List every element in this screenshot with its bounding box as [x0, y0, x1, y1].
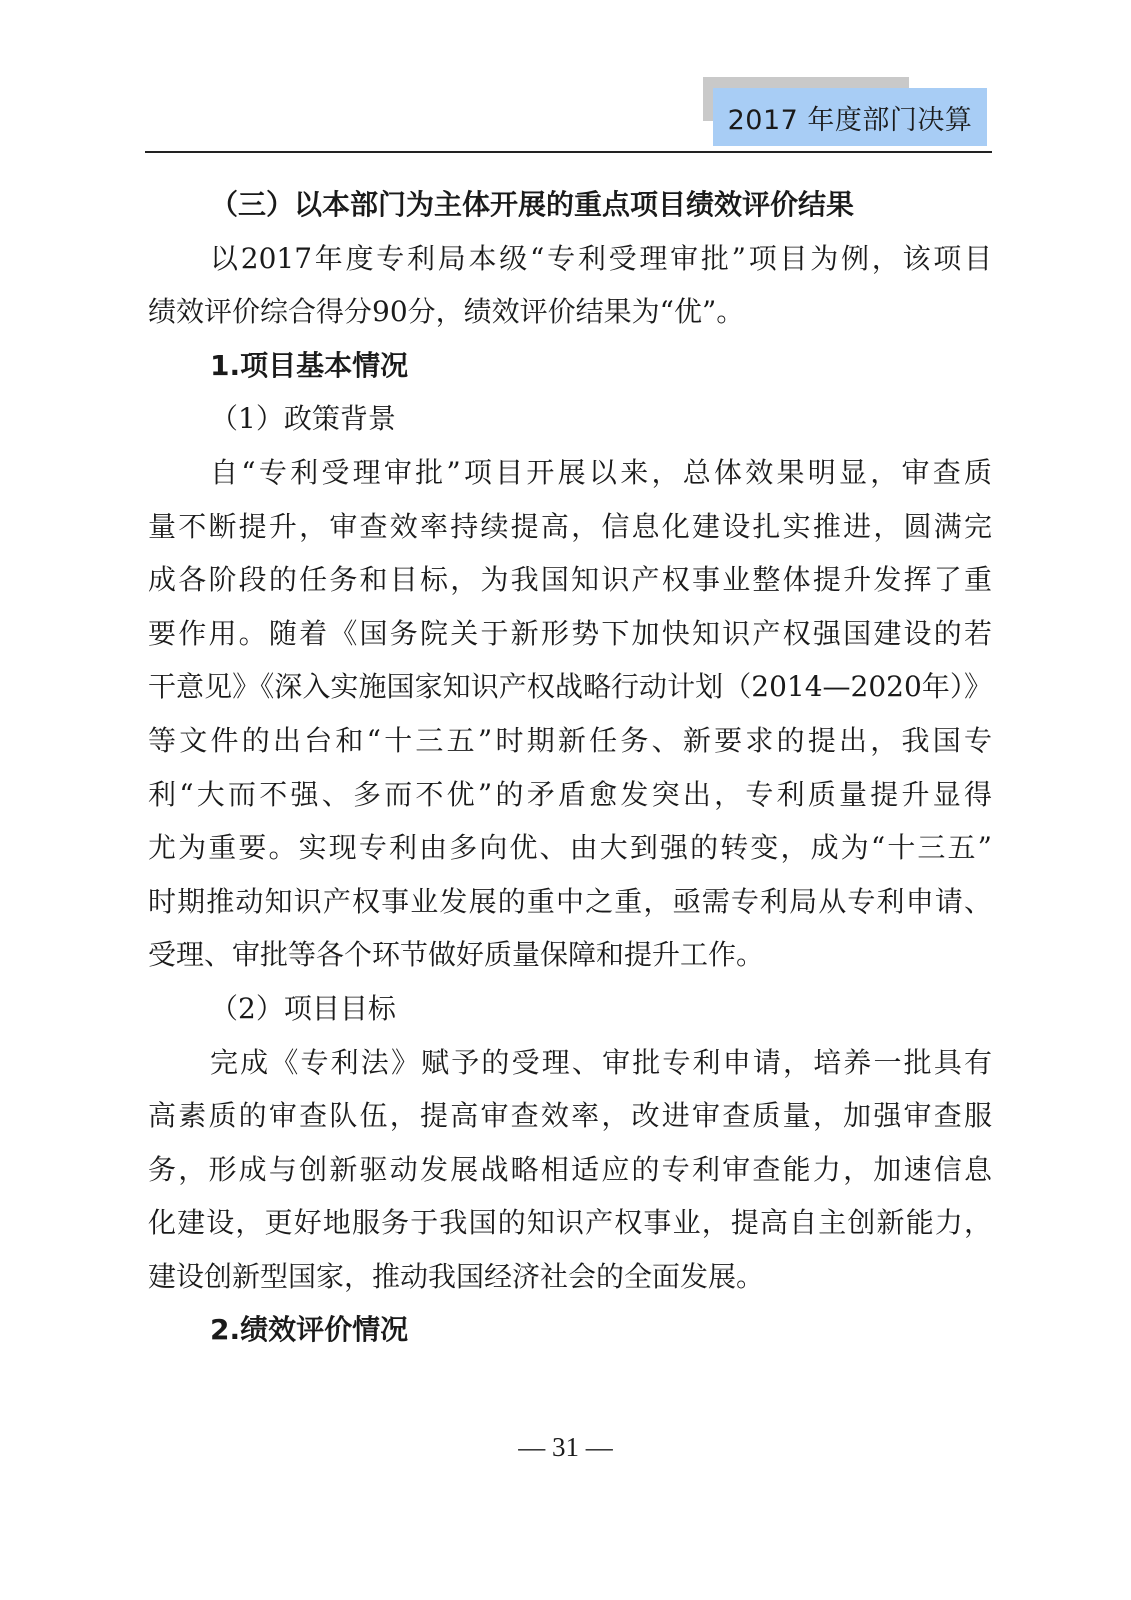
paragraph-line: 务，形成与创新驱动发展战略相适应的专利审查能力，加速信息 — [148, 1152, 992, 1186]
page-number: — 31 — — [518, 1432, 613, 1462]
document-body — [148, 178, 992, 1357]
paragraph-line: 量不断提升，审查效率持续提高，信息化建设扎实推进，圆满完 — [148, 509, 992, 543]
header-title: 2017 年度部门决算 — [727, 104, 973, 136]
subsection-heading: 2.绩效评价情况 — [210, 1313, 409, 1347]
paragraph-line: 自“专利受理审批”项目开展以来，总体效果明显，审查质 — [210, 455, 992, 489]
subsubsection-heading: （1）政策背景 — [210, 402, 396, 436]
paragraph-line: 尤为重要。实现专利由多向优、由大到强的转变，成为“十三五” — [148, 831, 992, 865]
paragraph-line: 要作用。随着《国务院关于新形势下加快知识产权强国建设的若 — [148, 616, 992, 650]
subsubsection-heading: （2）项目目标 — [210, 991, 396, 1025]
paragraph-line: 建设创新型国家，推动我国经济社会的全面发展。 — [148, 1259, 765, 1293]
subsection-heading: 1.项目基本情况 — [210, 348, 409, 382]
paragraph-line: 受理、审批等各个环节做好质量保障和提升工作。 — [148, 938, 765, 972]
paragraph-line: 化建设，更好地服务于我国的知识产权事业，提高自主创新能力， — [148, 1206, 992, 1240]
paragraph-line: 成各阶段的任务和目标，为我国知识产权事业整体提升发挥了重 — [148, 563, 992, 597]
paragraph-line: 完成《专利法》赋予的受理、审批专利申请，培养一批具有 — [210, 1045, 992, 1079]
paragraph-line: 时期推动知识产权事业发展的重中之重，亟需专利局从专利申请、 — [148, 884, 992, 918]
paragraph-line: 干意见》《深入实施国家知识产权战略行动计划（2014—2020年）》 — [148, 670, 992, 704]
paragraph-line: 高素质的审查队伍，提高审查效率，改进审查质量，加强审查服 — [148, 1099, 992, 1133]
header-rule — [145, 151, 992, 153]
header-tab — [713, 88, 987, 146]
section-heading: （三）以本部门为主体开展的重点项目绩效评价结果 — [210, 188, 855, 221]
paragraph-line: 等文件的出台和“十三五”时期新任务、新要求的提出，我国专 — [148, 723, 992, 757]
paragraph-line: 利“大而不强、多而不优”的矛盾愈发突出，专利质量提升显得 — [148, 777, 992, 811]
intro-line: 绩效评价综合得分90分，绩效评价结果为“优”。 — [148, 295, 745, 329]
intro-line: 以2017年度专利局本级“专利受理审批”项目为例，该项目 — [210, 241, 992, 275]
